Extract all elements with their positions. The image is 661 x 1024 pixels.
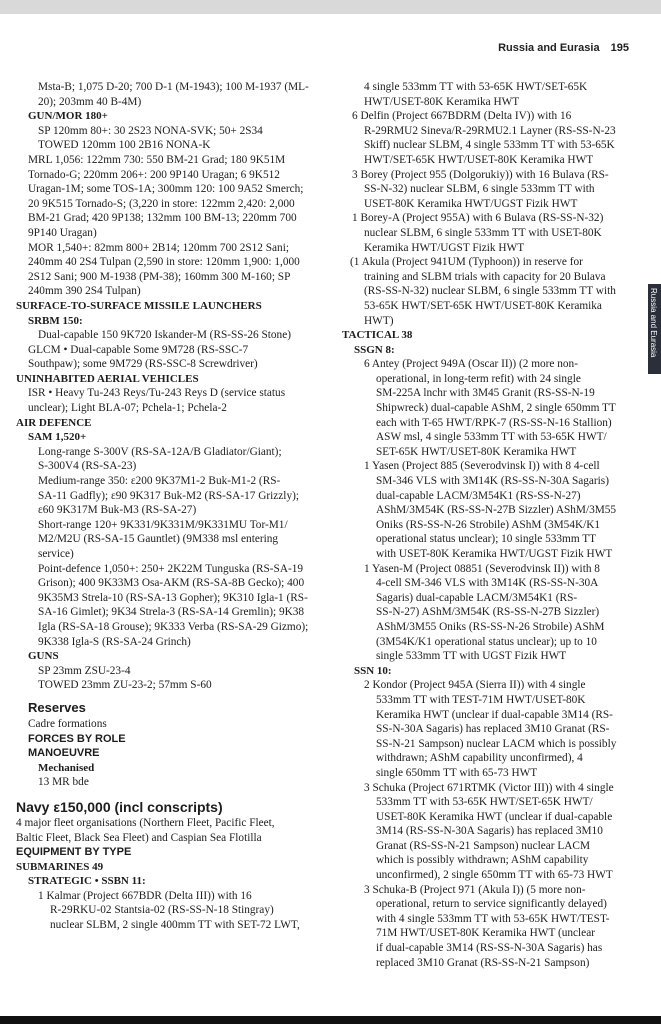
text-line: Point-defence 1,050+: 250+ 2K22M Tunguska (RS-SA-19 (38, 562, 304, 575)
text-line: USET-80K Keramika HWT/UGST Fizik HWT (364, 197, 578, 210)
text-line: Southpaw); some 9M729 (RS-SSC-8 Screwdriver) (28, 358, 258, 371)
text-line: if dual-capable 3M14 (RS-SS-N-30A Sagaris) has (376, 942, 603, 955)
text-line: SURFACE-TO-SURFACE MISSILE LAUNCHERS (16, 299, 262, 312)
text-line: TOWED 120mm 100 2B16 NONA-K (38, 139, 211, 152)
text-line: SP 23mm ZSU-23-4 (38, 664, 131, 677)
text-line: S-300V4 (RS-SA-23) (38, 460, 137, 473)
text-line: operational, return to service significantly delayed) (376, 898, 607, 911)
top-shadow (0, 0, 661, 14)
text-line: SS-N-32) nuclear SLBM, 6 single 533mm TT with (364, 183, 595, 196)
text-line: SRBM 150: (28, 314, 83, 327)
text-line: nuclear SLBM, 2 single 400mm TT with SET-72 LWT, (50, 919, 300, 932)
text-line: Msta-B; 1,075 D-20; 700 D-1 (M-1943); 100 M-1937 (ML- (38, 81, 309, 93)
text-line: SET-65K HWT/USET-80K Keramika HWT (376, 445, 577, 458)
text-line: AShM/3M54K (RS-SS-N-27B Sizzler) AShM/3M55 (376, 504, 617, 517)
text-line: R-29RMU2 Sineva/R-29RMU2.1 Layner (RS-SS-N-23 (364, 124, 616, 137)
text-line: 240mm 390 2S4 Tulpan) (28, 285, 141, 298)
text-line: 4 single 533mm TT with 53-65K HWT/SET-65K (364, 81, 588, 93)
chapter-side-tab (648, 284, 661, 374)
text-line: HWT) (364, 314, 394, 327)
section-heading-navy: Navy ε150,000 (incl conscripts) (16, 798, 223, 815)
text-line: BM-21 Grad; 420 9P138; 132mm 100 BM-13; 220mm 700 (28, 212, 297, 225)
text-line: 533mm TT with TEST-71M HWT/USET-80K (376, 693, 586, 706)
text-line: Sagaris) dual-capable LACM/3M54K1 (RS- (376, 591, 578, 604)
text-line: 9K35M3 Strela-10 (RS-SA-13 Gopher); 9K310 Igla-1 (RS- (38, 591, 308, 604)
text-line: AShM/3M55 Oniks (RS-SS-N-26 Strobile) AShM (376, 620, 605, 633)
left-column (16, 80, 318, 933)
text-line: HWT/USET-80K Keramika HWT (364, 95, 520, 108)
text-line: SAM 1,520+ (28, 431, 87, 444)
text-line: SM-346 VLS with 3M14K (RS-SS-N-30A Sagaris) (376, 475, 609, 488)
text-line: STRATEGIC • SSBN 11: (28, 875, 146, 888)
text-line: TACTICAL 38 (342, 329, 413, 342)
text-line: AIR DEFENCE (16, 416, 92, 429)
text-line: Skiff) nuclear SLBM, 4 single 533mm TT with 53-65K (364, 139, 615, 152)
text-line: GUN/MOR 180+ (28, 110, 108, 123)
text-line: 1 Borey-A (Project 955A) with 6 Bulava (RS-SS-N-32) (352, 212, 604, 225)
text-line: Igla (RS-SA-18 Grouse); 9K333 Verba (RS-SA-29 Gizmo); (38, 620, 309, 633)
text-line: MOR 1,540+: 82mm 800+ 2B14; 120mm 700 2S12 Sani; (28, 241, 289, 254)
text-line: Tornado-G; 220mm 206+: 200 9P140 Uragan; 6 9K512 (28, 168, 280, 181)
text-line: 6 Delfin (Project 667BDRM (Delta IV)) with 16 (352, 110, 572, 123)
text-line: 3 Schuka (Project 671RTMK (Victor III)) with 4 single (364, 781, 614, 794)
section-heading-reserves: Reserves (28, 699, 86, 715)
text-line: 3 Borey (Project 955 (Dolgorukiy)) with 16 Bulava (RS- (352, 168, 609, 181)
text-line: 9K338 Igla-S (RS-SA-24 Grinch) (38, 635, 191, 648)
text-line: ISR • Heavy Tu-243 Reys/Tu-243 Reys D (service status (28, 387, 286, 400)
text-line: SS-N-27) AShM/3M54K (RS-SS-N-27B Sizzler) (376, 606, 600, 619)
text-line: 20 9K515 Tornado-S; (3,220 in store: 122mm 2,420: 2,000 (28, 197, 295, 210)
text-line: 3 Schuka-B (Project 971 (Akula I)) (5 more non- (364, 883, 586, 896)
text-line: Dual-capable 150 9K720 Iskander-M (RS-SS-26 Stone) (38, 329, 291, 342)
text-line: 13 MR bde (38, 776, 89, 789)
text-line: Granat (RS-SS-N-21 Sampson) nuclear LACM (376, 839, 590, 852)
text-line: 1 Yasen (Project 885 (Severodvinsk I)) with 8 4-cell (364, 460, 600, 473)
text-line: 3M14 (RS-SS-N-30A Sagaris) has replaced 3M10 (376, 825, 603, 838)
text-line: 2S12 Sani; 900 M-1938 (PM-38); 160mm 300 M-160; SP (28, 270, 291, 283)
text-line: ASW msl, 4 single 533mm TT with 53-65K HWT/ (376, 431, 607, 444)
text-line: 20); 203mm 40 B-4M) (38, 95, 142, 108)
text-line: 9P140 Uragan) (28, 226, 97, 239)
text-line: 4 major fleet organisations (Northern Fleet, Pacific Fleet, (16, 816, 275, 829)
text-line: service) (38, 548, 74, 560)
text-line: single 650mm TT with 65-73 HWT (376, 766, 538, 779)
page-number: 195 (610, 42, 629, 54)
header-section: Russia and Eurasia (498, 42, 600, 54)
text-line: 53-65K HWT/SET-65K HWT/USET-80K Keramika (364, 299, 602, 312)
text-line: unconfirmed), 2 single 650mm TT with 65-73 HWT (376, 869, 613, 882)
text-line: TOWED 23mm ZU-23-2; 57mm S-60 (38, 679, 212, 692)
text-line: ε60 9K317M Buk-M3 (RS-SA-27) (38, 504, 197, 517)
text-line: SS-N-30A Sagaris) has replaced 3M10 Granat (RS- (376, 723, 610, 736)
text-line: operational, in long-term refit) with 24 single (376, 372, 581, 385)
text-line: 71M HWT/USET-80K Keramika HWT (unclear (376, 927, 595, 940)
text-line: 6 Antey (Project 949A (Oscar II)) (2 more non- (364, 358, 578, 371)
text-line: with USET-80K Keramika HWT/UGST Fizik HWT (376, 548, 613, 560)
text-line: 533mm TT with 53-65K HWT/SET-65K HWT/ (376, 796, 593, 809)
text-line: SSGN 8: (354, 343, 395, 356)
text-line: SS-N-21 Sampson) nuclear LACM which is possibly (376, 737, 617, 750)
text-line: Oniks (RS-SS-N-26 Strobile) AShM (3M54K/K1 (376, 518, 601, 531)
running-header (498, 42, 629, 54)
text-line: which is possibly withdrawn; AShM capability (376, 854, 589, 867)
text-line: SA-16 Gimlet); 9K34 Strela-3 (RS-SA-14 Gremlin); 9K38 (38, 606, 305, 619)
text-line: Keramika HWT (unclear if dual-capable 3M14 (RS- (376, 708, 613, 721)
text-line: Medium-range 350: ε200 9K37M1-2 Buk-M1-2 (RS- (38, 475, 281, 488)
text-line: Uragan-1M; some TOS-1A; 300mm 120: 100 9A52 Smerch; (28, 183, 304, 196)
text-line: SSN 10: (354, 664, 392, 677)
text-line: operational status unclear); 10 single 533mm TT (376, 533, 597, 546)
right-column (342, 80, 632, 970)
text-line: Cadre formations (28, 717, 107, 730)
text-line: Short-range 120+ 9K331/9K331M/9K331MU Tor-M1/ (38, 518, 288, 531)
text-line: withdrawn; AShM capability unconfirmed), 4 (376, 752, 583, 765)
text-line: 1 Kalmar (Project 667BDR (Delta III)) with 16 (38, 889, 252, 902)
text-line: dual-capable LACM/3M54K1 (RS-SS-N-27) (376, 489, 581, 502)
text-line: Grison); 400 9K33M3 Osa-AKM (RS-SA-8B Gecko); 400 (38, 577, 305, 590)
text-line: single 533mm TT with UGST Fizik HWT (376, 650, 567, 663)
text-line: FORCES BY ROLE (28, 732, 126, 745)
text-line: M2/M2U (RS-SA-15 Gauntlet) (9M338 msl entering (38, 533, 279, 546)
text-line: MANOEUVRE (28, 747, 100, 760)
text-line: SM-225A lnchr with 3M45 Granit (RS-SS-N-19 (376, 387, 595, 400)
text-line: Keramika HWT/UGST Fizik HWT (364, 241, 525, 254)
text-line: USET-80K Keramika HWT (unclear if dual-capable (376, 810, 613, 823)
bottom-edge (0, 1016, 661, 1024)
text-line: 1 Yasen-M (Project 08851 (Severodvinsk II)) with 8 (364, 562, 600, 575)
text-line: unclear); Light BLA-07; Pchela-1; Pchela-2 (28, 402, 227, 415)
text-line: with 4 single 533mm TT with 53-65K HWT/TEST- (376, 912, 610, 925)
text-line: MRL 1,056: 122mm 730: 550 BM-21 Grad; 180 9K51M (28, 153, 286, 166)
text-line: R-29RKU-02 Stantsia-02 (RS-SS-N-18 Stingray) (50, 904, 274, 917)
text-line: (1 Akula (Project 941UM (Typhoon)) in reserve for (350, 256, 583, 269)
text-line: (3M54K/K1 operational status unclear); up to 10 (376, 635, 597, 648)
text-line: 2 Kondor (Project 945A (Sierra II)) with 4 single (364, 679, 586, 692)
side-tab-label: Russia and Eurasia (649, 288, 658, 358)
text-line: replaced 3M10 Granat (RS-SS-N-21 Sampson) (376, 956, 590, 969)
text-line: 4-cell SM-346 VLS with 3M14K (RS-SS-N-30A (376, 577, 599, 590)
text-line: each with T-65 HWT/RPK-7 (RS-SS-N-16 Stallion) (376, 416, 612, 429)
text-line: UNINHABITED AERIAL VEHICLES (16, 372, 199, 385)
text-line: SP 120mm 80+: 30 2S23 NONA-SVK; 50+ 2S34 (38, 124, 263, 137)
text-line: Long-range S-300V (RS-SA-12A/B Gladiator/Giant); (38, 445, 282, 458)
text-line: Mechanised (38, 761, 95, 774)
text-line: Baltic Fleet, Black Sea Fleet) and Caspian Sea Flotilla (16, 831, 262, 844)
text-line: SA-11 Gadfly); ε90 9K317 Buk-M2 (RS-SA-17 Grizzly); (38, 489, 299, 502)
text-line: Shipwreck) dual-capable AShM, 2 single 650mm TT (376, 402, 616, 415)
text-line: GLCM • Dual-capable Some 9M728 (RS-SSC-7 (28, 343, 249, 356)
text-line: SUBMARINES 49 (16, 860, 104, 873)
text-line: (RS-SS-N-32) nuclear SLBM, 6 single 533mm TT with (364, 285, 616, 298)
text-line: 240mm 40 2S4 Tulpan (2,590 in store: 120mm 1,900: 1,000 (28, 256, 300, 269)
text-line: GUNS (28, 650, 59, 663)
text-line: EQUIPMENT BY TYPE (16, 846, 132, 859)
text-line: training and SLBM trials with capacity for 20 Bulava (364, 270, 606, 283)
text-line: HWT/SET-65K HWT/USET-80K Keramika HWT (364, 153, 594, 166)
text-line: nuclear SLBM, 6 single 533mm TT with USET-80K (364, 226, 602, 239)
